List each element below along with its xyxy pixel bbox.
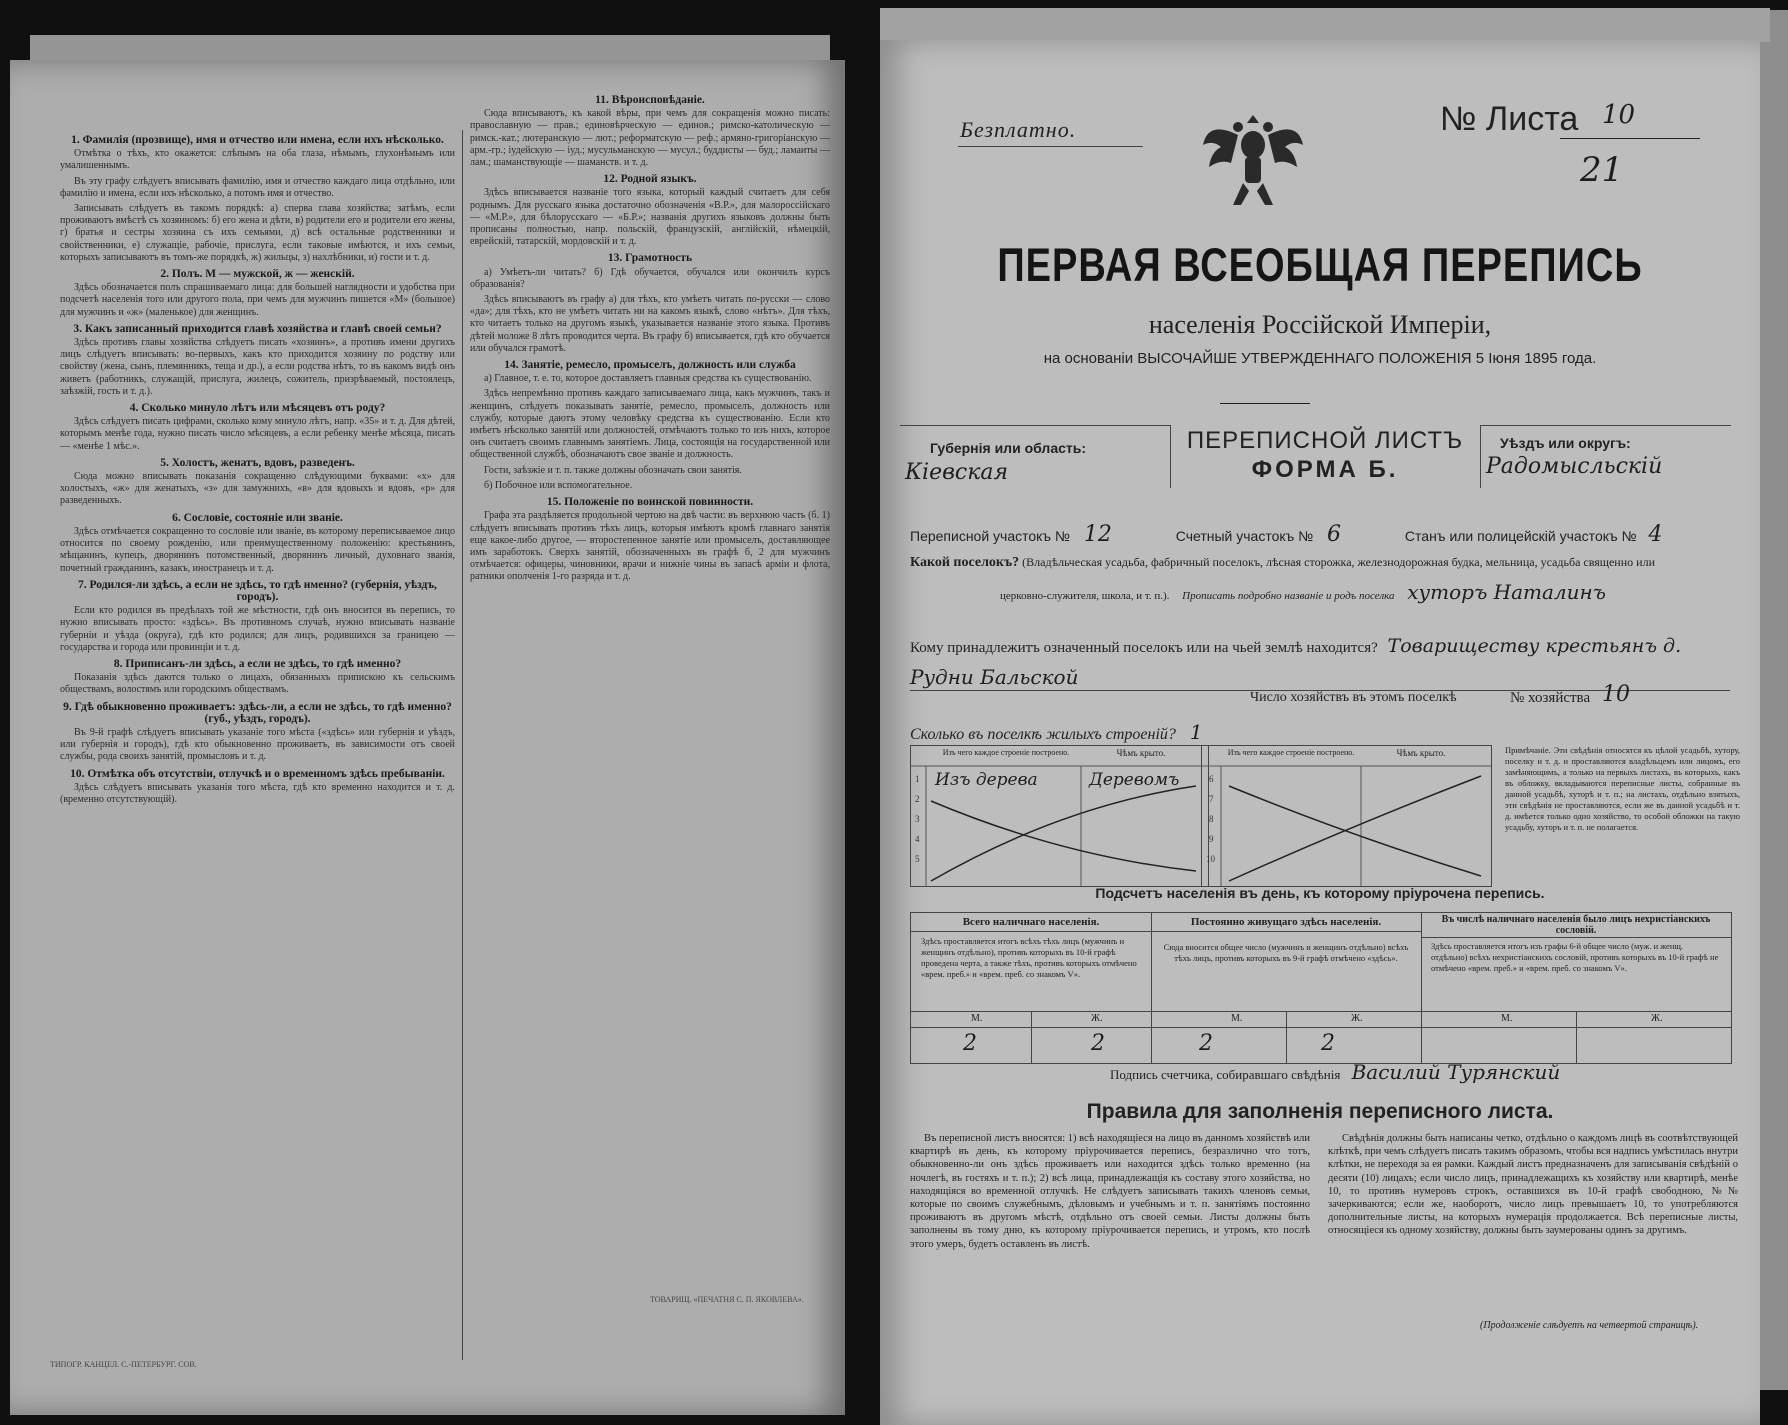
instructions-column-1 — [60, 130, 455, 1360]
household-no-value: 10 — [1602, 682, 1630, 707]
bld-col2-header: Чѣмъ крыто. — [1116, 748, 1166, 758]
count-f-label-1: Ж. — [1091, 1013, 1103, 1024]
count-header-2: Постоянно живущаго здѣсь населенія. — [1151, 913, 1421, 932]
mf-divider-2 — [1286, 1011, 1287, 1063]
svg-text:1: 1 — [915, 774, 920, 784]
bld-row1-material: Изъ дерева — [935, 770, 1038, 790]
instruction-heading: 3. Какъ записанный приходится главѣ хозяйства и главѣ своей семьи? — [73, 322, 442, 335]
schet-label: Счетный участокъ № — [1175, 528, 1314, 544]
instruction-heading: 7. Родился-ли здѣсь, а если не здѣсь, то гдѣ именно? (губернія, уѣздъ, городъ). — [78, 578, 437, 603]
instruction-paragraph: Сюда вписываютъ, къ какой вѣры, при чемъ для сокращенія можно писать: православную — прав.; единовѣрческую — единов.; римско-католическую — римск.-кат.; лютеранскую — лют.; реформатскую — реф.; армяно-григоріанскую — арм.-гр.; іудейскую — іуд.; мусульманскую — мусул.; буддисты — буд.; ламаиты — лам.; шаманствующіе — шаманств. и т. д. — [470, 108, 830, 169]
signature-row — [1110, 1060, 1560, 1084]
count-desc-3: Здѣсь проставляется итогъ изъ графы 6-й общее число (муж. и женщ. отдѣльно) всѣхъ нехристіанскихъ сословій, противъ которыхъ въ 10-й графѣ не отмѣчено «врем. преб.» и «врем. преб. со знакомъ V». — [1431, 941, 1719, 973]
svg-text:7: 7 — [1209, 794, 1214, 804]
count-table — [910, 912, 1732, 1064]
count-value-total-f: 2 — [1091, 1031, 1105, 1056]
column-divider — [462, 130, 463, 1360]
gubernia-value: Кіевская — [905, 460, 1009, 485]
count-m-label-3: М. — [1501, 1013, 1513, 1024]
bld-crossout-left — [911, 746, 1491, 886]
instruction-heading: 10. Отмѣтка объ отсутствіи, отлучкѣ и о временномъ здѣсь пребываніи. — [70, 767, 445, 780]
mf-row-bottom — [911, 1027, 1731, 1028]
poselok-hint-2: церковно-служителя, школа, и т. п.). — [1000, 590, 1170, 602]
form-subtitle: ФОРМА Б. — [1251, 456, 1399, 483]
instruction-paragraph: Здѣсь противъ главы хозяйства слѣдуетъ писать «хозяинъ», а противъ имени другихъ лицъ слѣдуетъ вписывать: во-первыхъ, какъ кто приходится хозяину по родству или свойству (жена, сынъ, племянникъ, теща и др.), а если родства нѣтъ, то въ какомъ видѣ онъ живетъ (работникъ, служащій, прислуга, жилецъ, сожитель, призрѣваемый, постоялецъ, заѣзжій, гость и т. д.). — [60, 337, 455, 397]
instruction-heading: 4. Сколько минуло лѣтъ или мѣсяцевъ отъ роду? — [129, 402, 386, 415]
instruction-paragraph: Здѣсь слѣдуетъ вписывать указанія того мѣста, гдѣ кто временно находится и т. д. (временно отсутствующій). — [60, 781, 455, 805]
instruction-paragraph: Здѣсь обозначается полъ спрашиваемаго лица: для большей наглядности и удобства при подсчетѣ населенія того или другого пола, при чемъ для мужчинъ пишется «М» (большое) для мужчинъ и «ж» (маленькое) для женщинъ. — [60, 282, 455, 318]
instruction-heading: 12. Родной языкъ. — [603, 173, 697, 186]
signature-value: Василий Турянский — [1351, 1060, 1561, 1084]
gubernia-label: Губернія или область: — [930, 440, 1087, 456]
owner-value-2: Рудни Бальской — [910, 665, 1079, 689]
signature-label: Подпись счетчика, собиравшаго свѣдѣнія — [1110, 1067, 1341, 1082]
svg-text:9: 9 — [1209, 834, 1214, 844]
buildings-table — [910, 745, 1492, 887]
owner-value: Товариществу крестьянъ д. — [1387, 635, 1682, 657]
instruction-heading: 9. Гдѣ обыкновенно проживаетъ: здѣсь-ли, а если не здѣсь, то гдѣ именно? (губ., уѣздъ, городъ). — [63, 700, 452, 725]
free-label: Безплатно. — [960, 117, 1077, 142]
rules-left: Въ переписной листъ вносятся: 1) всѣ находящіеся на лицо въ данномъ хозяйствѣ или квартирѣ въ день, къ которому пріурочивается перепись, безразлично что тотъ, обыкновенно-ли онъ здѣсь проживаетъ или находится здѣсь только временно (на ночлегѣ, въ гостяхъ и т. п.); 2) всѣ лица, принадлежащія къ составу этого хозяйства, но находящіяся во временной отлучкѣ. Не слѣдуетъ записывать такихъ членовъ семьи, которые по своимъ служебнымъ, дѣловымъ и учебнымъ и т. п. занятіямъ постоянно проживаютъ въ другомъ мѣстѣ, отдѣльно отъ своей семьи. Листы должны быть заполнены въ тому дню, къ которому пріурочивается перепись, и утромъ, кто послѣ этого умеръ, будетъ оставленъ въ листѣ. — [910, 1133, 1310, 1250]
count-value-resident-m: 2 — [1199, 1031, 1213, 1056]
instruction-heading: 5. Холостъ, женатъ, вдовъ, разведенъ. — [160, 456, 355, 469]
svg-text:5: 5 — [915, 854, 920, 864]
instruction-paragraph: б) Побочное или вспомогательное. — [484, 479, 633, 491]
instruction-paragraph: Здѣсь отмѣчается сокращенно то сословіе или званіе, въ которому переписываемое лицо относится по своему рожденію, или преимущественному положенію: крестьянинъ, мѣщанинъ, купецъ, дворянинъ потомственный, дворянинъ личный, духовнаго званія, почетный гражданинъ, казакъ, иностранецъ и т. д. — [60, 525, 455, 574]
poselok-row-2 — [1000, 580, 1760, 604]
poselok-hint: (Владѣльческая усадьба, фабричный поселокъ, лѣсная сторожка, железнодорожная будка, мельница, усадьба священно или — [1022, 555, 1655, 569]
count-m-label-1: М. — [971, 1013, 983, 1024]
instructions-column-2 — [470, 90, 830, 1330]
imperial-eagle-icon — [1198, 105, 1308, 225]
page-title: ПЕРВАЯ ВСЕОБЩАЯ ПЕРЕПИСЬ — [997, 239, 1643, 293]
stan-label: Станъ или полицейскій участокъ № — [1404, 528, 1637, 544]
poselok-value: хуторъ Наталинъ — [1407, 580, 1607, 604]
continued-note: (Продолженіе слѣдуетъ на четвертой страницѣ). — [1480, 1320, 1699, 1331]
instruction-paragraph: Въ 9-й графѣ слѣдуетъ вписывать указаніе того мѣста («здѣсь» или губернія и уѣздъ, или губернія и городъ), гдѣ кто обыкновенно проживаетъ, въ зависимости отъ своей службы, рода своихъ занятій, промысловъ и т. д. — [60, 726, 455, 763]
paper-stack-edge — [1760, 10, 1788, 1390]
instruction-heading: 14. Занятіе, ремесло, промыселъ, должность или служба — [504, 359, 796, 372]
mf-divider-3 — [1576, 1011, 1577, 1063]
printer-footer-right: ТОВАРИЩ. «ПЕЧАТНЯ С. П. ЯКОВЛЕВА». — [650, 1295, 804, 1304]
uchastok-label: Переписной участокъ № — [910, 528, 1070, 544]
mf-row-top — [911, 1011, 1731, 1012]
instruction-heading: 6. Сословіе, состояніе или званіе. — [172, 511, 343, 524]
instruction-paragraph: Здѣсь вписываютъ въ графу а) для тѣхъ, кто умѣетъ читать по-русски — слово «да»; для тѣхъ, кто не умѣетъ читать ни на какомъ языкѣ, слово «нѣтъ». Для тѣхъ, кто читаетъ только на другомъ языкѣ, указывается названіе этого языка. Противъ дѣтей моложе 8 лѣтъ проводится черта. Въ графу б) вписывается, гдѣ кто обучается или обучался грамотѣ. — [470, 294, 830, 354]
page-subtitle: населенія Россійской Имперіи, — [1148, 310, 1492, 339]
instruction-heading: 8. Приписанъ-ли здѣсь, а если не здѣсь, то гдѣ именно? — [113, 657, 402, 670]
owner-row — [910, 635, 1750, 657]
instruction-heading: 1. Фамилія (прозвище), имя и отчество или имена, если ихъ нѣсколько. — [71, 134, 444, 146]
count-desc-1: Здѣсь проставляется итогъ всѣхъ тѣхъ лицъ (мужчинъ и женщинъ отдѣльно), противъ которыхъ въ 10-й графѣ проведена черта, а также тѣхъ, противъ которыхъ отмѣчено «врем. преб.» и «врем. преб. со знакомъ V». — [921, 936, 1137, 979]
count-value-resident-f: 2 — [1321, 1031, 1335, 1056]
count-m-label-2: М. — [1231, 1013, 1243, 1024]
sheet-number-handwritten-2: 21 — [1580, 150, 1624, 190]
owner-label: Кому принадлежитъ означенный поселокъ или на чьей землѣ находится? — [910, 640, 1378, 656]
uchastok-row — [910, 522, 1750, 547]
count-desc-2: Сюда вносится общее число (мужчинъ и женщинъ отдѣльно) всѣхъ тѣхъ лицъ, противъ которыхъ въ 9-й графѣ отмѣчено «здѣсь». — [1163, 942, 1409, 963]
legal-basis: на основаніи ВЫСОЧАЙШЕ УТВЕРЖДЕННАГО ПОЛОЖЕНІЯ 5 Іюня 1895 года. — [1043, 350, 1597, 367]
instruction-paragraph: Въ эту графу слѣдуетъ вписывать фамилію, имя и отчество каждаго лица отдѣльно, или фамилію и имена, если ихъ нѣсколько, а потомъ имя и отчество. — [60, 175, 455, 199]
buildings-value: 1 — [1189, 720, 1203, 744]
sheet-number-handwritten: 10 — [1602, 100, 1636, 130]
svg-text:2: 2 — [915, 794, 920, 804]
instruction-paragraph: Здѣсь слѣдуетъ писать цифрами, сколько кому минуло лѣтъ, напр. «35» и т. д. Для дѣтей, которымъ менѣе года, нужно писать число мѣсяцевъ, а если ребенку менѣе мѣсяца, писать — «менѣе 1 мѣс.». — [60, 416, 455, 452]
poselok-hint-3: Прописать подробно названіе и родъ поселка — [1182, 590, 1395, 602]
instruction-paragraph: Графа эта раздѣляется продольной чертою на двѣ части: въ верхнюю часть (б. 1) слѣдуетъ вписывать противъ тѣхъ лицъ, которыя имѣютъ кромѣ главнаго занятія еще какое-либо другое, — второстепенное занятіе или промыселъ, доставляющее имъ заработокъ. Сверхъ занятій, обозначенныхъ въ графѣ б, 2 для мужчинъ отмѣчается: офицеры, чиновники, врачи и нижніе чины въ запасѣ армiи и флота, ратники ополченія 1-го разряда и т. д. — [470, 510, 830, 583]
instruction-paragraph: Сюда можно вписывать показанія сокращенно слѣдующими буквами: «х» для холостыхъ, «ж» для женатыхъ, «з» для замужнихъ, «в» для вдовыхъ и вдовъ, «р» для разведенныхъ. — [60, 471, 455, 507]
mf-divider-1 — [1031, 1011, 1032, 1063]
poselok-label: Какой поселокъ? — [910, 555, 1020, 570]
count-value-total-m: 2 — [963, 1031, 977, 1056]
bld-col2-header-r: Чѣмъ крыто. — [1396, 748, 1446, 758]
instruction-heading: 13. Грамотность — [607, 252, 693, 265]
bld-col1-header: Изъ чего каждое строеніе построено. — [942, 748, 1070, 757]
svg-text:3: 3 — [915, 814, 920, 824]
uezd-value: Радомысльскій — [1486, 454, 1663, 479]
left-page-instructions — [10, 60, 845, 1415]
printer-footer-left: ТИПОГР. КАНЦЕЛ. С.-ПЕТЕРБУРГ. СОВ. — [50, 1360, 197, 1369]
paper-stack-top — [880, 8, 1770, 42]
svg-text:4: 4 — [915, 834, 920, 844]
buildings-label-text: Сколько въ поселкѣ жилыхъ строеній? — [910, 726, 1176, 743]
svg-text:8: 8 — [1209, 814, 1214, 824]
uchastok-value: 12 — [1083, 522, 1112, 547]
rules-title: Правила для заполненія переписного листа. — [1086, 1100, 1554, 1123]
instruction-paragraph: Записывать слѣдуетъ въ такомъ порядкѣ: а) сперва глава хозяйства; затѣмъ, если проживаютъ вмѣстѣ съ хозяиномъ: б) его жена и дѣти, в) родители его и родители его жены, г) братья и сестры хозяина съ ихъ семьями, д) всѣ остальные родственники и свойственники, е) служащіе, рабочіе, прислуга, если таковые имѣются, и ихъ семьи, которыхъ записываютъ въ томъ-же порядкѣ, ж) жильцы, з) нахлѣбники, и) гости и т. д. — [60, 203, 455, 263]
uezd-label: Уѣздъ или округъ: — [1500, 435, 1631, 451]
buildings-note: Примѣчаніе. Эти свѣдѣнія относятся къ цѣлой усадьбѣ, хутору, поселку и т. д. и проставляются владѣльцемъ или лицомъ, его замѣняющимъ, а только на первыхъ листахъ, въ которыхъ, какъ въ обложку, вкладываются переписные листы, собранные въ данной усадьбѣ, хуторѣ и т. п.; на листахъ, отдѣльно взятыхъ, эти свѣдѣнія не проставляются, если же въ данной усадьбѣ и т. д. имѣется только одно хозяйство, то особой обложки на такую усадьбу, хуторъ и т. п. не полагается. — [1505, 745, 1740, 832]
bld-col1-header-r: Изъ чего каждое строеніе построено. — [1227, 748, 1355, 757]
count-header-3: Въ числѣ наличнаго населенія было лицъ нехристіанскихъ сословій. — [1421, 913, 1731, 938]
instruction-paragraph: Гости, заѣзжіе и т. п. также должны обозначать свои занятія. — [484, 464, 742, 476]
rules-right: Свѣдѣнія должны быть написаны четко, отдѣльно о каждомъ лицѣ въ соотвѣтствующей клѣткѣ, при чемъ слѣдуетъ писать такимъ образомъ, чтобы вся надпись умѣстилась внутри клѣтки, не переходя за ея рамки. Каждый листъ предназначенъ для записыванія свѣдѣній о десяти (10) лицахъ; если число лицъ, принадлежащихъ къ хозяйству или квартирѣ, менѣе 10, то противъ нумеровъ строкъ, оставшихся въ 10-й графѣ свободною, №№ зачеркиваются; если же, наоборотъ, число лицъ превышаетъ 10, то употребляются дополнительные листы, на которыхъ нумерація продолжается. Всѣ переписные листы, относящіеся къ одному хозяйству, должны быть заумерованы одинъ за другимъ. — [1328, 1133, 1738, 1237]
household-no-label: № хозяйства — [1510, 690, 1591, 706]
schet-value: 6 — [1327, 522, 1342, 547]
bld-row1-roof: Деревомъ — [1089, 770, 1180, 790]
count-f-label-2: Ж. — [1351, 1013, 1363, 1024]
instruction-paragraph: а) Главное, т. е. то, которое доставляетъ главныя средства къ существованію. — [484, 373, 812, 385]
svg-text:6: 6 — [1209, 774, 1214, 784]
instruction-paragraph: Показанія здѣсь даются только о лицахъ, обязанныхъ припискою къ сельскимъ обществамъ, волостямъ или городскимъ обществамъ. — [60, 672, 455, 696]
instruction-paragraph: Здѣсь непремѣнно противъ каждаго записываемаго лица, какъ мужчинъ, такъ и женщинъ, слѣдуетъ показывать занятіе, ремесло, промыселъ, должность или службу, которые даютъ этому человѣку средства къ существованію. Если кто имѣетъ нѣсколько занятій или должностей, отмѣчаютъ только то изъ нихъ, которое онъ считаетъ своимъ главнымъ занятіемъ. Лица, состоящія на государственной или общественной службѣ, обозначаютъ свое званіе и должность. — [470, 388, 830, 461]
free-underline — [958, 146, 1143, 147]
sheet-number-underline — [1560, 138, 1700, 139]
count-f-label-3: Ж. — [1651, 1013, 1663, 1024]
instruction-heading: 15. Положеніе по воинской повинности. — [546, 496, 754, 509]
count-title: Подсчетъ населенія въ день, къ которому пріурочена перепись. — [1095, 885, 1545, 901]
buildings-label — [910, 720, 1203, 744]
instruction-heading: 11. Вѣроисповѣданіе. — [595, 94, 705, 106]
households-label: Число хозяйствъ въ этомъ поселкѣ — [1250, 690, 1457, 705]
instruction-paragraph: Отмѣтка о тѣхъ, кто окажется: слѣпымъ на оба глаза, нѣмымъ, глухонѣмымъ или умалишеннымъ. — [60, 148, 455, 172]
instruction-paragraph: Если кто родился въ предѣлахъ той же мѣстности, гдѣ онъ вносится въ перепись, то нужно вписывать просто: «здѣсь». Въ противномъ случаѣ, нужно вписывать названіе губерніи и уѣзда (округа), гдѣ кто родился; для лицъ, родившихся за границею — государства и города или провинціи и т. д. — [60, 605, 455, 653]
title-rule — [1220, 403, 1310, 404]
svg-text:10: 10 — [1206, 854, 1215, 864]
instruction-paragraph: а) Умѣетъ-ли читать? б) Гдѣ обучается, обучался или окончилъ курсъ образованія? — [470, 266, 830, 290]
instruction-paragraph: Здѣсь вписывается названіе того языка, который каждый считаетъ для себя роднымъ. Для русскаго языка достаточно обозначенія «В.Р.», для малороссійскаго — «М.Р.», для бѣлорусскаго — «Б.Р.»; названія другихъ языковъ должны быть прописаны полностью, напр. польскій, французскій, англійскій, нѣмецкій, еврейскій, татарскій, мордовскій и т. д. — [470, 187, 830, 248]
instruction-heading: 2. Полъ. М — мужской, ж — женскій. — [160, 268, 355, 281]
count-header-1: Всего наличнаго населенія. — [911, 913, 1151, 932]
stan-value: 4 — [1648, 522, 1663, 547]
poselok-row — [910, 555, 1750, 571]
form-title: ПЕРЕПИСНОЙ ЛИСТЪ — [1186, 427, 1464, 454]
right-page-census-form — [880, 40, 1760, 1425]
sheet-number-label: № Листа — [1440, 100, 1579, 138]
